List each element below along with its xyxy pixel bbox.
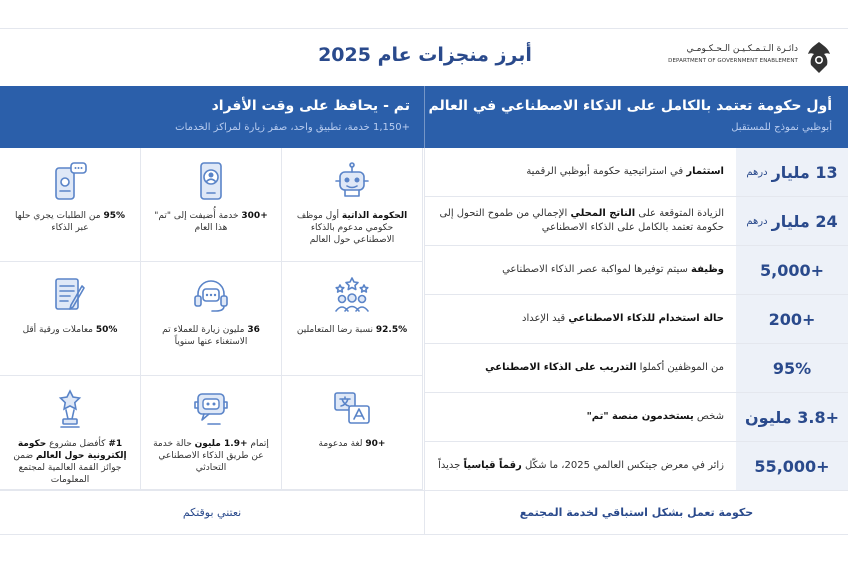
grid-cell [141, 148, 282, 262]
grid-cell [0, 262, 141, 376]
stat-row [425, 295, 848, 344]
chatbot-icon [190, 388, 232, 430]
cell-text: +90 لغة مدعومة [318, 439, 386, 449]
department-logo [668, 40, 834, 76]
cell-text: +300 خدمة أُضيفت إلى "تم" هذا العام [154, 211, 268, 233]
cell-text: #1 كأفضل مشروع حكومة إلكترونية حول العالم ضمن جوائز القمة العالمية لمجتمع المعلومات [13, 439, 127, 485]
stat-description: حالة استخدام للذكاء الاصطناعي قيد الإعداد [521, 313, 724, 324]
stat-description: زائر في معرض جيتكس العالمي 2025، ما شكّل رقماً قياسياً جديداً [438, 460, 724, 471]
stat-value: +3.8 مليون [736, 393, 848, 441]
stat-description: من الموظفين أكملوا التدريب على الذكاء الاصطناعي [485, 362, 724, 373]
document-pen-icon [49, 274, 91, 316]
stat-description: وظيفة سيتم توفيرها لمواكبة عصر الذكاء الاصطناعي [502, 264, 724, 275]
grid-cell [282, 262, 423, 376]
rating-people-icon [331, 274, 373, 316]
footer-right-tagline: حكومة تعمل بشكل استباقي لخدمة المجتمع [425, 490, 848, 534]
stats-table [425, 148, 848, 490]
stat-row [425, 393, 848, 442]
logo-arabic-text: دائـرة الـتـمـكـيـن الـحـكـومـي [686, 44, 798, 54]
chat-mobile-icon [49, 160, 91, 202]
cell-text: 92.5% نسبة رضا المتعاملين [296, 325, 408, 335]
grid-cell [282, 148, 423, 262]
stat-value: 24 مليار درهم [736, 197, 848, 245]
cell-text: 50% معاملات ورقية أقل [22, 325, 118, 335]
award-trophy-icon [49, 388, 91, 430]
stat-description: استثمار في استراتيجية حكومة أبوظبي الرقمية [526, 166, 724, 177]
translate-icon [331, 388, 373, 430]
stat-row [425, 442, 848, 491]
page-title: أبرز منجزات عام 2025 [318, 44, 532, 66]
grid-cell [282, 376, 423, 490]
grid-cell [0, 376, 141, 490]
banner-left-subtitle: +1,150 خدمة، تطبيق واحد، صفر زيارة لمراكز الخدمات [175, 122, 410, 133]
cell-text: 95% من الطلبات يجري حلها عبر الذكاء [15, 211, 125, 233]
stat-value: +200 [736, 295, 848, 343]
robot-icon [331, 160, 373, 202]
grid-cell [0, 148, 141, 262]
banner-left-title: تم - يحافظ على وقت الأفراد [211, 98, 410, 114]
stat-row [425, 197, 848, 246]
stat-description: شخص يستخدمون منصة "تم" [586, 411, 724, 422]
headset-icon [190, 274, 232, 316]
mobile-user-icon [190, 160, 232, 202]
grid-cell [141, 262, 282, 376]
achievements-grid [0, 148, 424, 490]
logo-english-text: DEPARTMENT OF GOVERNMENT ENABLEMENT [668, 58, 798, 64]
cell-text: الحكومة الذاتية أول موظف حكومي مدعوم بالذكاء الاصطناعي حول العالم [296, 211, 408, 245]
cell-text: إتمام +1.9 مليون حالة خدمة عن طريق الذكاء الاصطناعي التحادثي [153, 439, 269, 473]
stat-row [425, 148, 848, 197]
stat-row [425, 246, 848, 295]
header-banner [0, 86, 848, 148]
banner-right-title: أول حكومة تعتمد بالكامل على الذكاء الاصطناعي في العالم [428, 98, 832, 114]
stat-value: +55,000 [736, 442, 848, 490]
banner-divider [424, 86, 425, 148]
falcon-emblem-icon [804, 40, 834, 76]
stat-row [425, 344, 848, 393]
banner-right-subtitle: أبوظبي نموذج للمستقبل [731, 122, 832, 133]
stat-description: الزيادة المتوقعة على الناتج المحلي الإجمالي من طموح التحول إلى حكومة تعتمد بالكامل على الذكاء الاصطناعي [439, 208, 724, 233]
bottom-divider [0, 534, 848, 535]
stat-value: 95% [736, 344, 848, 392]
stat-value: +5,000 [736, 246, 848, 294]
stat-value: 13 مليار درهم [736, 148, 848, 196]
footer-left-tagline: نعتني بوقتكم [0, 490, 424, 534]
grid-cell [141, 376, 282, 490]
top-divider [0, 28, 848, 29]
cell-text: 36 مليون زيارة للعملاء تم الاستغناء عنها سنوياً [162, 325, 260, 347]
column-divider [424, 148, 425, 534]
